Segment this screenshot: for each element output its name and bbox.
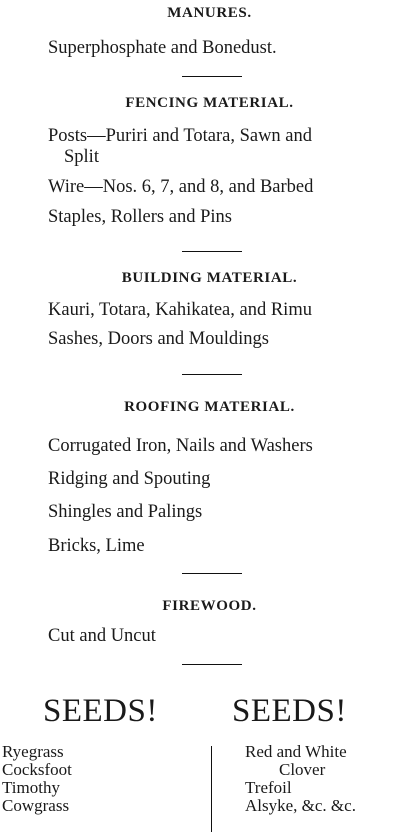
building-line: Sashes, Doors and Mouldings	[48, 329, 269, 349]
section-divider	[182, 573, 242, 574]
seeds-left-item: Cocksfoot	[2, 760, 72, 779]
seeds-title-right: SEEDS!	[232, 693, 347, 729]
firewood-heading: FIREWOOD.	[162, 598, 257, 614]
roofing-line: Ridging and Spouting	[48, 469, 211, 489]
section-divider	[182, 251, 242, 252]
section-divider	[182, 664, 242, 665]
fencing-line: Wire—Nos. 6, 7, and 8, and Barbed	[48, 177, 314, 197]
seeds-left-item: Timothy	[2, 778, 60, 797]
roofing-heading: ROOFING MATERIAL.	[124, 399, 295, 415]
fencing-line: Staples, Rollers and Pins	[48, 207, 232, 227]
fencing-line: Posts—Puriri and Totara, Sawn and	[48, 126, 313, 146]
seeds-right-item: Red and White	[245, 742, 347, 761]
fencing-heading: FENCING MATERIAL.	[125, 95, 294, 111]
seeds-right-item: Trefoil	[245, 778, 292, 797]
seeds-title-left: SEEDS!	[43, 693, 158, 729]
roofing-line: Shingles and Palings	[48, 502, 203, 522]
roofing-line: Bricks, Lime	[48, 536, 145, 556]
seeds-right-item: Clover	[279, 760, 326, 779]
manures-heading: MANURES.	[167, 5, 252, 21]
section-divider	[182, 374, 242, 375]
firewood-line: Cut and Uncut	[48, 626, 156, 646]
roofing-line: Corrugated Iron, Nails and Washers	[48, 436, 313, 456]
manures-line: Superphosphate and Bonedust.	[48, 38, 277, 58]
section-divider	[182, 76, 242, 77]
seeds-right-item: Alsyke, &c. &c.	[245, 796, 356, 815]
building-line: Kauri, Totara, Kahikatea, and Rimu	[48, 300, 312, 320]
seeds-left-item: Cowgrass	[2, 796, 70, 815]
seeds-left-item: Ryegrass	[2, 742, 64, 761]
building-heading: BUILDING MATERIAL.	[121, 270, 298, 286]
fencing-line: Split	[64, 147, 99, 167]
column-divider	[211, 746, 212, 832]
